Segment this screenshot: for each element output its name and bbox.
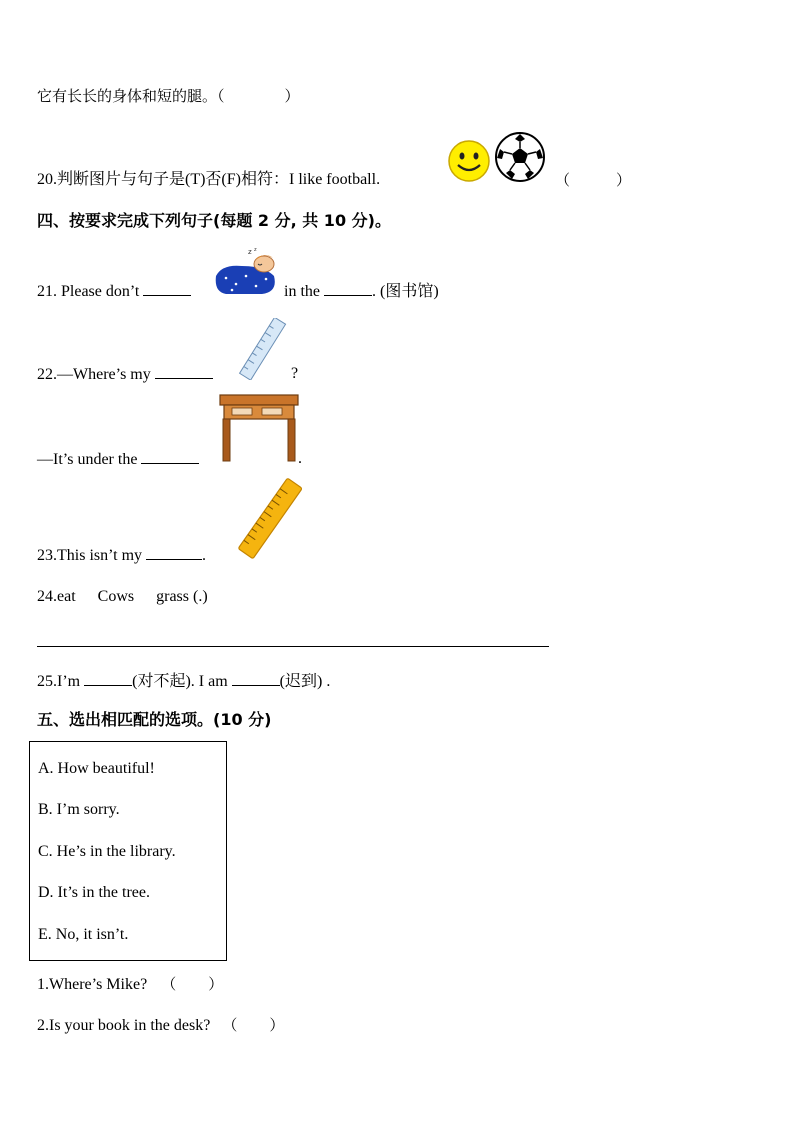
answer-blank[interactable] (232, 671, 280, 686)
answer-blank[interactable] (324, 281, 372, 296)
answer-blank[interactable] (155, 364, 213, 379)
answer-paren-close: ） (269, 1016, 285, 1034)
word-cows: Cows (97, 588, 135, 605)
svg-text:z: z (254, 247, 257, 253)
smiley-face-icon (447, 139, 491, 183)
question-text: —It’s under the (37, 451, 138, 468)
option-e: E. No, it isn’t. (38, 926, 129, 943)
match-question-1 (37, 974, 223, 995)
yellow-ruler-icon (232, 478, 310, 560)
question-text: (对不起). I am (132, 673, 228, 690)
question-text: in the (284, 283, 320, 300)
answer-line[interactable] (37, 646, 549, 647)
answer-paren-close: ） (284, 87, 300, 105)
question-19-tail (37, 86, 300, 106)
option-d: D. It’s in the tree. (38, 884, 150, 901)
question-text: 25.I’m (37, 673, 81, 690)
question-22-answer (37, 449, 199, 470)
question-hint: . (图书馆) (372, 283, 439, 300)
sleeping-child-icon (212, 246, 280, 298)
soccer-ball-icon (494, 131, 546, 183)
question-21-rest (284, 281, 439, 302)
answer-blank[interactable] (143, 281, 191, 296)
answer-paren-open: （ (217, 87, 225, 105)
answer-paren-open: （ (161, 975, 177, 993)
question-end: . (202, 547, 207, 564)
option-b: B. I’m sorry. (38, 801, 120, 818)
question-25 (37, 671, 330, 692)
question-21 (37, 281, 191, 302)
answer-paren-close: ） (208, 975, 224, 993)
question-text: 22.—Where’s my (37, 366, 151, 383)
answer-blank[interactable] (141, 449, 199, 464)
answer-paren-open: （ (222, 1016, 238, 1034)
question-20 (37, 170, 380, 190)
question-text: 21. Please don’t (37, 283, 140, 300)
option-c: C. He’s in the library. (38, 843, 176, 860)
question-24 (37, 587, 208, 607)
options-box (29, 741, 227, 961)
section-5-title: 五、选出相匹配的选项。(10 分) (37, 710, 272, 729)
ruler-icon (232, 318, 294, 380)
question-22-end: ? (291, 365, 299, 382)
question-text: 2.Is your book in the desk? (37, 1017, 211, 1034)
answer-blank[interactable] (84, 671, 132, 686)
svg-text:z: z (248, 248, 252, 256)
question-text: 它有长长的身体和短的腿。 (37, 87, 218, 105)
question-23 (37, 545, 206, 566)
question-text: 20.判断图片与句子是(T)否(F)相符：I like football. (37, 171, 381, 188)
match-question-2 (37, 1015, 284, 1036)
question-hint: (迟到) . (279, 673, 331, 690)
word-grass: grass (.) (156, 588, 208, 605)
question-22-answer-end: . (298, 450, 302, 467)
answer-blank[interactable] (146, 545, 202, 560)
question-text: 23.This isn’t my (37, 547, 143, 564)
question-text: 1.Where’s Mike? (37, 976, 148, 993)
option-a: A. How beautiful! (38, 760, 155, 777)
answer-paren-close: ） (616, 171, 632, 189)
desk-icon (218, 391, 300, 463)
answer-paren-open: （ (555, 171, 571, 189)
question-22 (37, 364, 213, 385)
word-eat: 24.eat (37, 588, 76, 605)
answer-paren (555, 170, 631, 190)
section-4-title: 四、按要求完成下列句子(每题 2 分, 共 10 分)。 (37, 211, 391, 230)
